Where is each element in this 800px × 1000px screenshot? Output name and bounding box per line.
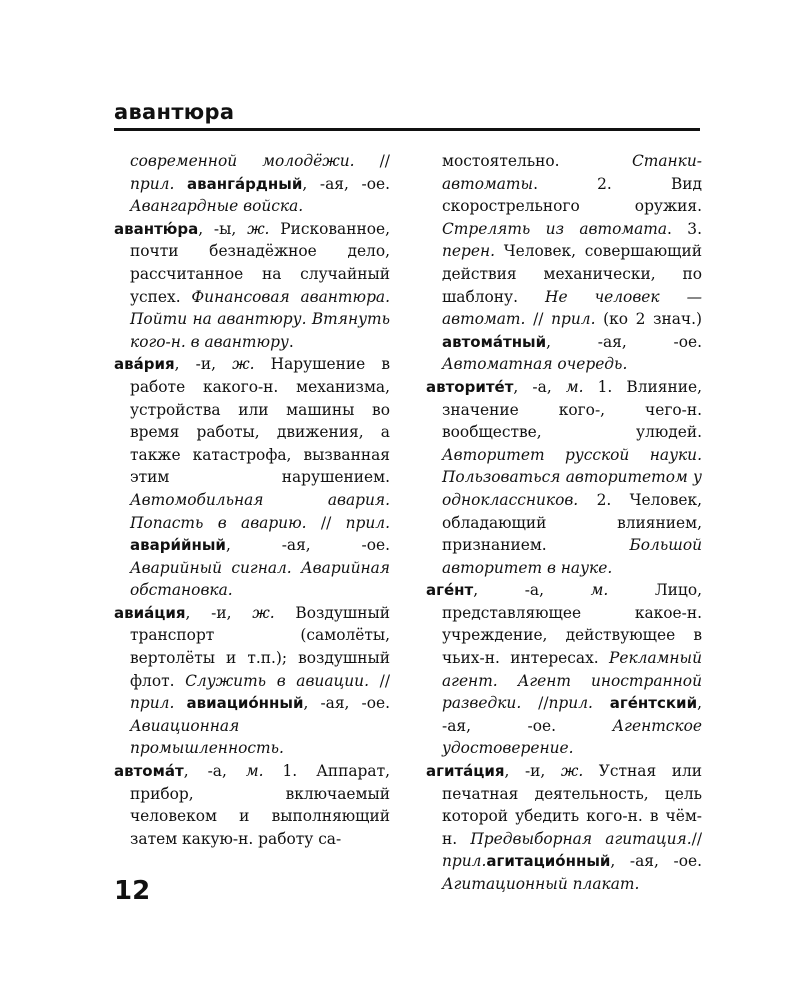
headword: автомáт	[114, 762, 184, 781]
punctuation: .	[288, 332, 294, 351]
grammar-forms: , -ая, -ое.	[303, 694, 390, 713]
definition: . 2. Вид скорострельного оружия.	[442, 174, 702, 216]
definition: мостоятельно.	[442, 152, 632, 170]
grammar-forms: , -ы,	[198, 219, 248, 238]
separator: //	[525, 310, 552, 329]
grammar-forms: , -ая, -ое.	[546, 332, 702, 351]
grammar-forms: , -а,	[473, 581, 591, 600]
definition: Воздушный транспорт (самолёты, вертолёты и т.п.); воздушный флот.	[130, 603, 391, 690]
separator: //	[306, 513, 346, 532]
dictionary-entry-agent	[426, 579, 702, 760]
entry-continuation	[114, 150, 390, 218]
usage-example: Агитационный плакат.	[442, 875, 640, 893]
usage-example: Служить в авиации.	[185, 671, 369, 690]
headword: авторитéт	[426, 377, 514, 396]
dictionary-entry-agitatsia	[426, 760, 702, 896]
dictionary-entry-avantyura	[114, 218, 390, 354]
usage-example: Предвыборная агитация.	[470, 829, 692, 848]
derived-headword: авари́йный	[130, 536, 226, 555]
grammar-forms: , -и,	[504, 762, 561, 781]
usage-example: Рекламный агент. Агент иностранной разведки.	[442, 649, 702, 713]
headword: авиáция	[114, 603, 186, 622]
grammar-forms: , -ая, -ое.	[610, 852, 702, 871]
grammar-forms: , -и,	[174, 355, 233, 374]
grammar-forms: , -а,	[183, 762, 246, 781]
derived-headword: агитациóнный	[486, 852, 611, 871]
gender-label: ж.	[560, 762, 584, 781]
definition: Нарушение в работе какого-н. механизма, устройства или машины во время работы, движения, а также катастрофа, вызванная этим нарушением.	[130, 355, 391, 487]
entry-continuation-avtomat	[426, 150, 702, 376]
usage-example: Станки-автоматы	[442, 152, 702, 193]
usage-example: Агентское удостоверение.	[442, 716, 702, 758]
grammar-forms: , -ая, -ое.	[225, 536, 390, 555]
usage-example: Автомобильная авария. Попасть в аварию.	[130, 490, 390, 532]
usage-example: современной молодёжи.	[130, 152, 355, 170]
definition: 2. Человек, обладающий влиянием, признанием.	[442, 490, 702, 555]
definition: Устная или печатная деятельность, цель которой убедить кого-н. в чём-н.	[442, 762, 702, 848]
gender-label: ж.	[232, 355, 255, 374]
gender-label: м.	[565, 377, 584, 396]
definition: 1. Аппарат, прибор, включаемый человеком и выполняющий затем какую-н. работу са-	[130, 762, 390, 848]
running-head-word: авантюра	[114, 100, 235, 124]
dictionary-entry-avtomat	[114, 760, 390, 850]
header-divider	[114, 128, 700, 131]
derived-headword: авиациóнный	[186, 694, 304, 713]
pos-label: прил.	[551, 310, 596, 329]
page-number: 12	[114, 876, 151, 906]
grammar-forms: , -ая, -ое.	[442, 694, 702, 735]
right-column	[426, 150, 702, 896]
usage-example: Аварийный сигнал. Аварийная обстановка.	[130, 558, 390, 600]
definition: Рискованное, почти безнадёжное дело, рассчитанное на случайный успех.	[130, 219, 390, 306]
derived-headword: авангáрдный	[187, 174, 303, 193]
derived-headword: автомáтный	[442, 332, 547, 351]
derived-headword: агéнтский	[609, 694, 698, 713]
pos-label: прил.	[130, 694, 175, 713]
headword: агитáция	[426, 762, 505, 781]
grammar-forms: , -и,	[185, 603, 253, 622]
usage-example: Автоматная очередь.	[442, 355, 628, 374]
sense-note: (ко 2 знач.)	[595, 310, 702, 329]
headword: авáрия	[114, 355, 175, 374]
grammar-forms: , -а,	[513, 377, 566, 396]
usage-example: Финансовая авантюра. Пойти на авантюру. Втянуть кого-н. в авантюру	[130, 287, 390, 351]
separator: //	[354, 152, 390, 170]
usage-example: Большой авторитет в науке.	[442, 536, 702, 577]
headword: агéнт	[426, 581, 474, 600]
pos-label: прил.	[345, 513, 390, 532]
left-column	[114, 150, 390, 850]
definition: 1. Влияние, значение кого-, чего-н. вообществе, улюдей.	[442, 377, 702, 442]
pos-label: прил.	[130, 174, 175, 193]
dictionary-entry-aviatsia	[114, 602, 390, 760]
pos-label: прил.	[548, 694, 593, 713]
separator: //	[368, 671, 391, 690]
headword: авантю́ра	[114, 219, 199, 238]
usage-label: перен.	[442, 242, 496, 261]
usage-example: Стрелять из автомата	[442, 219, 668, 238]
definition: . 3.	[667, 219, 702, 238]
separator: //	[521, 694, 549, 713]
gender-label: м.	[245, 762, 264, 781]
usage-example: Авиационная промышленность.	[130, 716, 284, 758]
definition: Лицо, представляющее какое-н. учреждение, действующее в чьих-н. интересах.	[442, 581, 702, 668]
definition: Человек, совершающий действия механически, по шаблону.	[442, 242, 702, 306]
dictionary-entry-avaria	[114, 353, 390, 602]
gender-label: ж.	[247, 219, 270, 238]
usage-example: Авангардные войска.	[130, 197, 304, 216]
grammar-forms: , -ая, -ое.	[302, 174, 390, 193]
separator: //	[691, 829, 703, 848]
gender-label: м.	[590, 581, 609, 600]
usage-example: Авторитет русской науки. Пользоваться авторитетом у одноклассников.	[442, 445, 702, 509]
usage-example: Не человек — автомат.	[442, 287, 702, 329]
gender-label: ж.	[252, 603, 275, 622]
pos-label: прил.	[442, 852, 487, 871]
dictionary-entry-avtoritet	[426, 376, 702, 579]
